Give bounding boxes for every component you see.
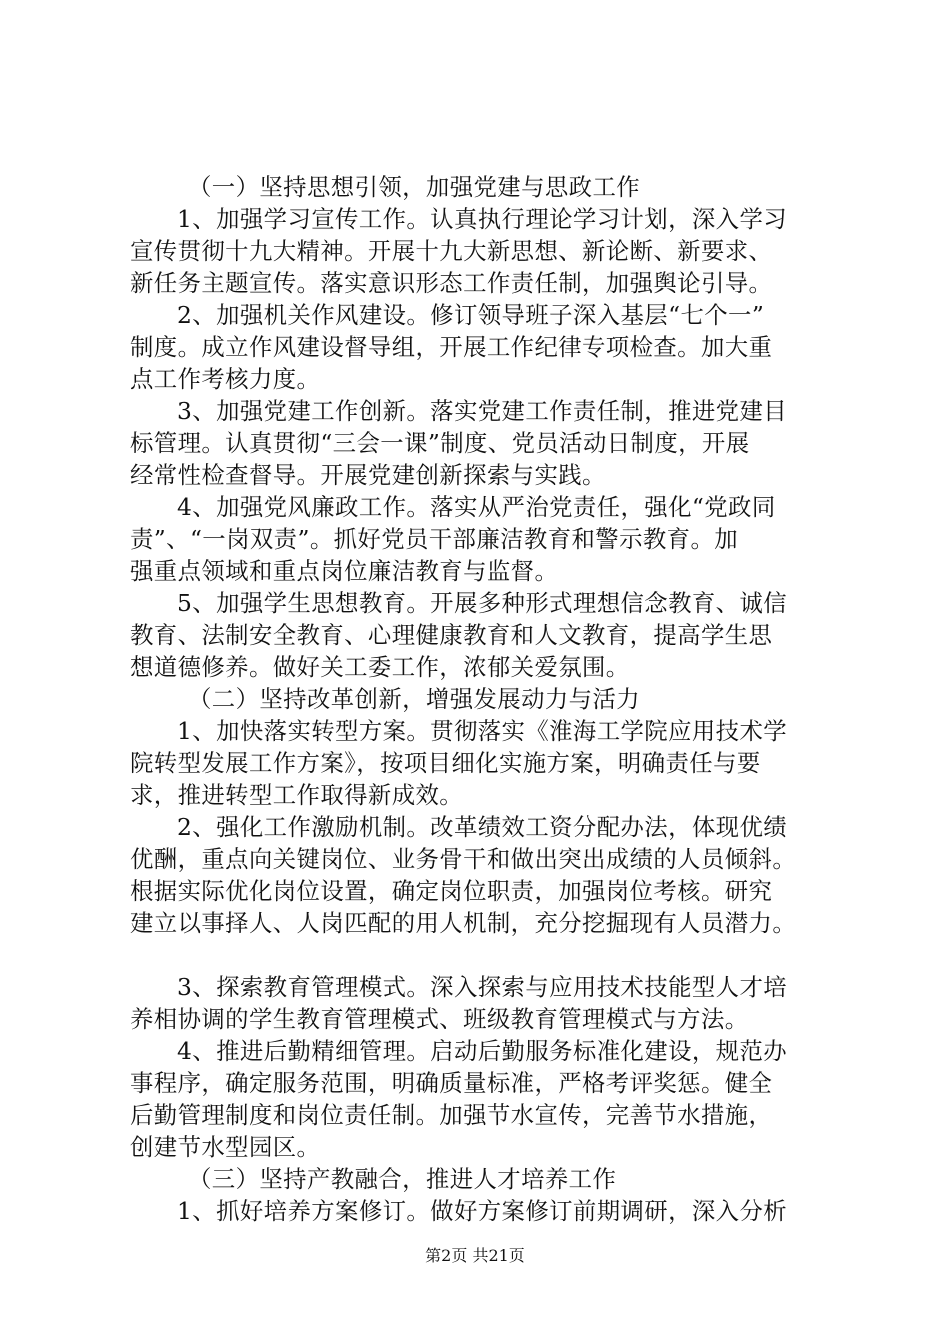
paragraph-line: 点工作考核力度。 [130, 365, 321, 393]
paragraph-line: 教育、法制安全教育、心理健康教育和人文教育，提高学生思 [130, 621, 773, 649]
paragraph-line: 经常性检查督导。开展党建创新探索与实践。 [130, 461, 606, 489]
paragraph-line: 建立以事择人、人岗匹配的用人机制，充分挖掘现有人员潜力。 [130, 909, 797, 937]
paragraph-line: 养相协调的学生教育管理模式、班级教育管理模式与方法。 [130, 1005, 749, 1033]
paragraph-line: 1、抓好培养方案修订。做好方案修订前期调研，深入分析 [177, 1197, 788, 1225]
paragraph-line: 4、推进后勤精细管理。启动后勤服务标准化建设，规范办 [177, 1037, 788, 1065]
blank-line [130, 939, 830, 971]
paragraph-line: 新任务主题宣传。落实意识形态工作责任制，加强舆论引导。 [130, 269, 773, 297]
paragraph-line: 制度。成立作风建设督导组，开展工作纪律专项检查。加大重 [130, 333, 773, 361]
paragraph-line: 标管理。认真贯彻“三会一课”制度、党员活动日制度，开展 [130, 429, 750, 457]
paragraph-line: 根据实际优化岗位设置，确定岗位职责，加强岗位考核。研究 [130, 877, 773, 905]
page-footer [0, 1246, 950, 1266]
paragraph-line: 优酬，重点向关键岗位、业务骨干和做出突出成绩的人员倾斜。 [130, 845, 797, 873]
paragraph-line: 1、加快落实转型方案。贯彻落实《淮海工学院应用技术学 [177, 717, 788, 745]
paragraph-line: 求，推进转型工作取得新成效。 [130, 781, 464, 809]
paragraph-line: 宣传贯彻十九大精神。开展十九大新思想、新论断、新要求、 [130, 237, 773, 265]
paragraph-line: 后勤管理制度和岗位责任制。加强节水宣传，完善节水措施， [130, 1101, 773, 1129]
paragraph-line: 3、加强党建工作创新。落实党建工作责任制，推进党建目 [177, 397, 788, 425]
paragraph-line: 2、强化工作激励机制。改革绩效工资分配办法，体现优绩 [177, 813, 788, 841]
paragraph-line: 想道德修养。做好关工委工作，浓郁关爱氛围。 [130, 653, 630, 681]
paragraph-line: 事程序，确定服务范围，明确质量标准，严格考评奖惩。健全 [130, 1069, 773, 1097]
paragraph-line: 院转型发展工作方案》，按项目细化实施方案，明确责任与要 [130, 749, 761, 777]
section-heading: （三）坚持产教融合，推进人才培养工作 [188, 1165, 617, 1193]
paragraph-line: 1、加强学习宣传工作。认真执行理论学习计划，深入学习 [177, 205, 788, 233]
section-heading: （一）坚持思想引领，加强党建与思政工作 [188, 173, 641, 201]
paragraph-line: 2、加强机关作风建设。修订领导班子深入基层“七个一” [177, 301, 765, 329]
paragraph-line: 3、探索教育管理模式。深入探索与应用技术技能型人才培 [177, 973, 788, 1001]
paragraph-line: 责”、“一岗双责”。抓好党员干部廉洁教育和警示教育。加 [130, 525, 739, 553]
paragraph-line: 4、加强党风廉政工作。落实从严治党责任，强化“党政同 [177, 493, 776, 521]
paragraph-line: 创建节水型园区。 [130, 1133, 321, 1161]
paragraph-line: 5、加强学生思想教育。开展多种形式理想信念教育、诚信 [177, 589, 788, 617]
document-body [130, 171, 830, 1227]
page-number: 第2页 共21页 [425, 1246, 525, 1265]
paragraph-line: 强重点领域和重点岗位廉洁教育与监督。 [130, 557, 559, 585]
section-heading: （二）坚持改革创新，增强发展动力与活力 [188, 685, 641, 713]
